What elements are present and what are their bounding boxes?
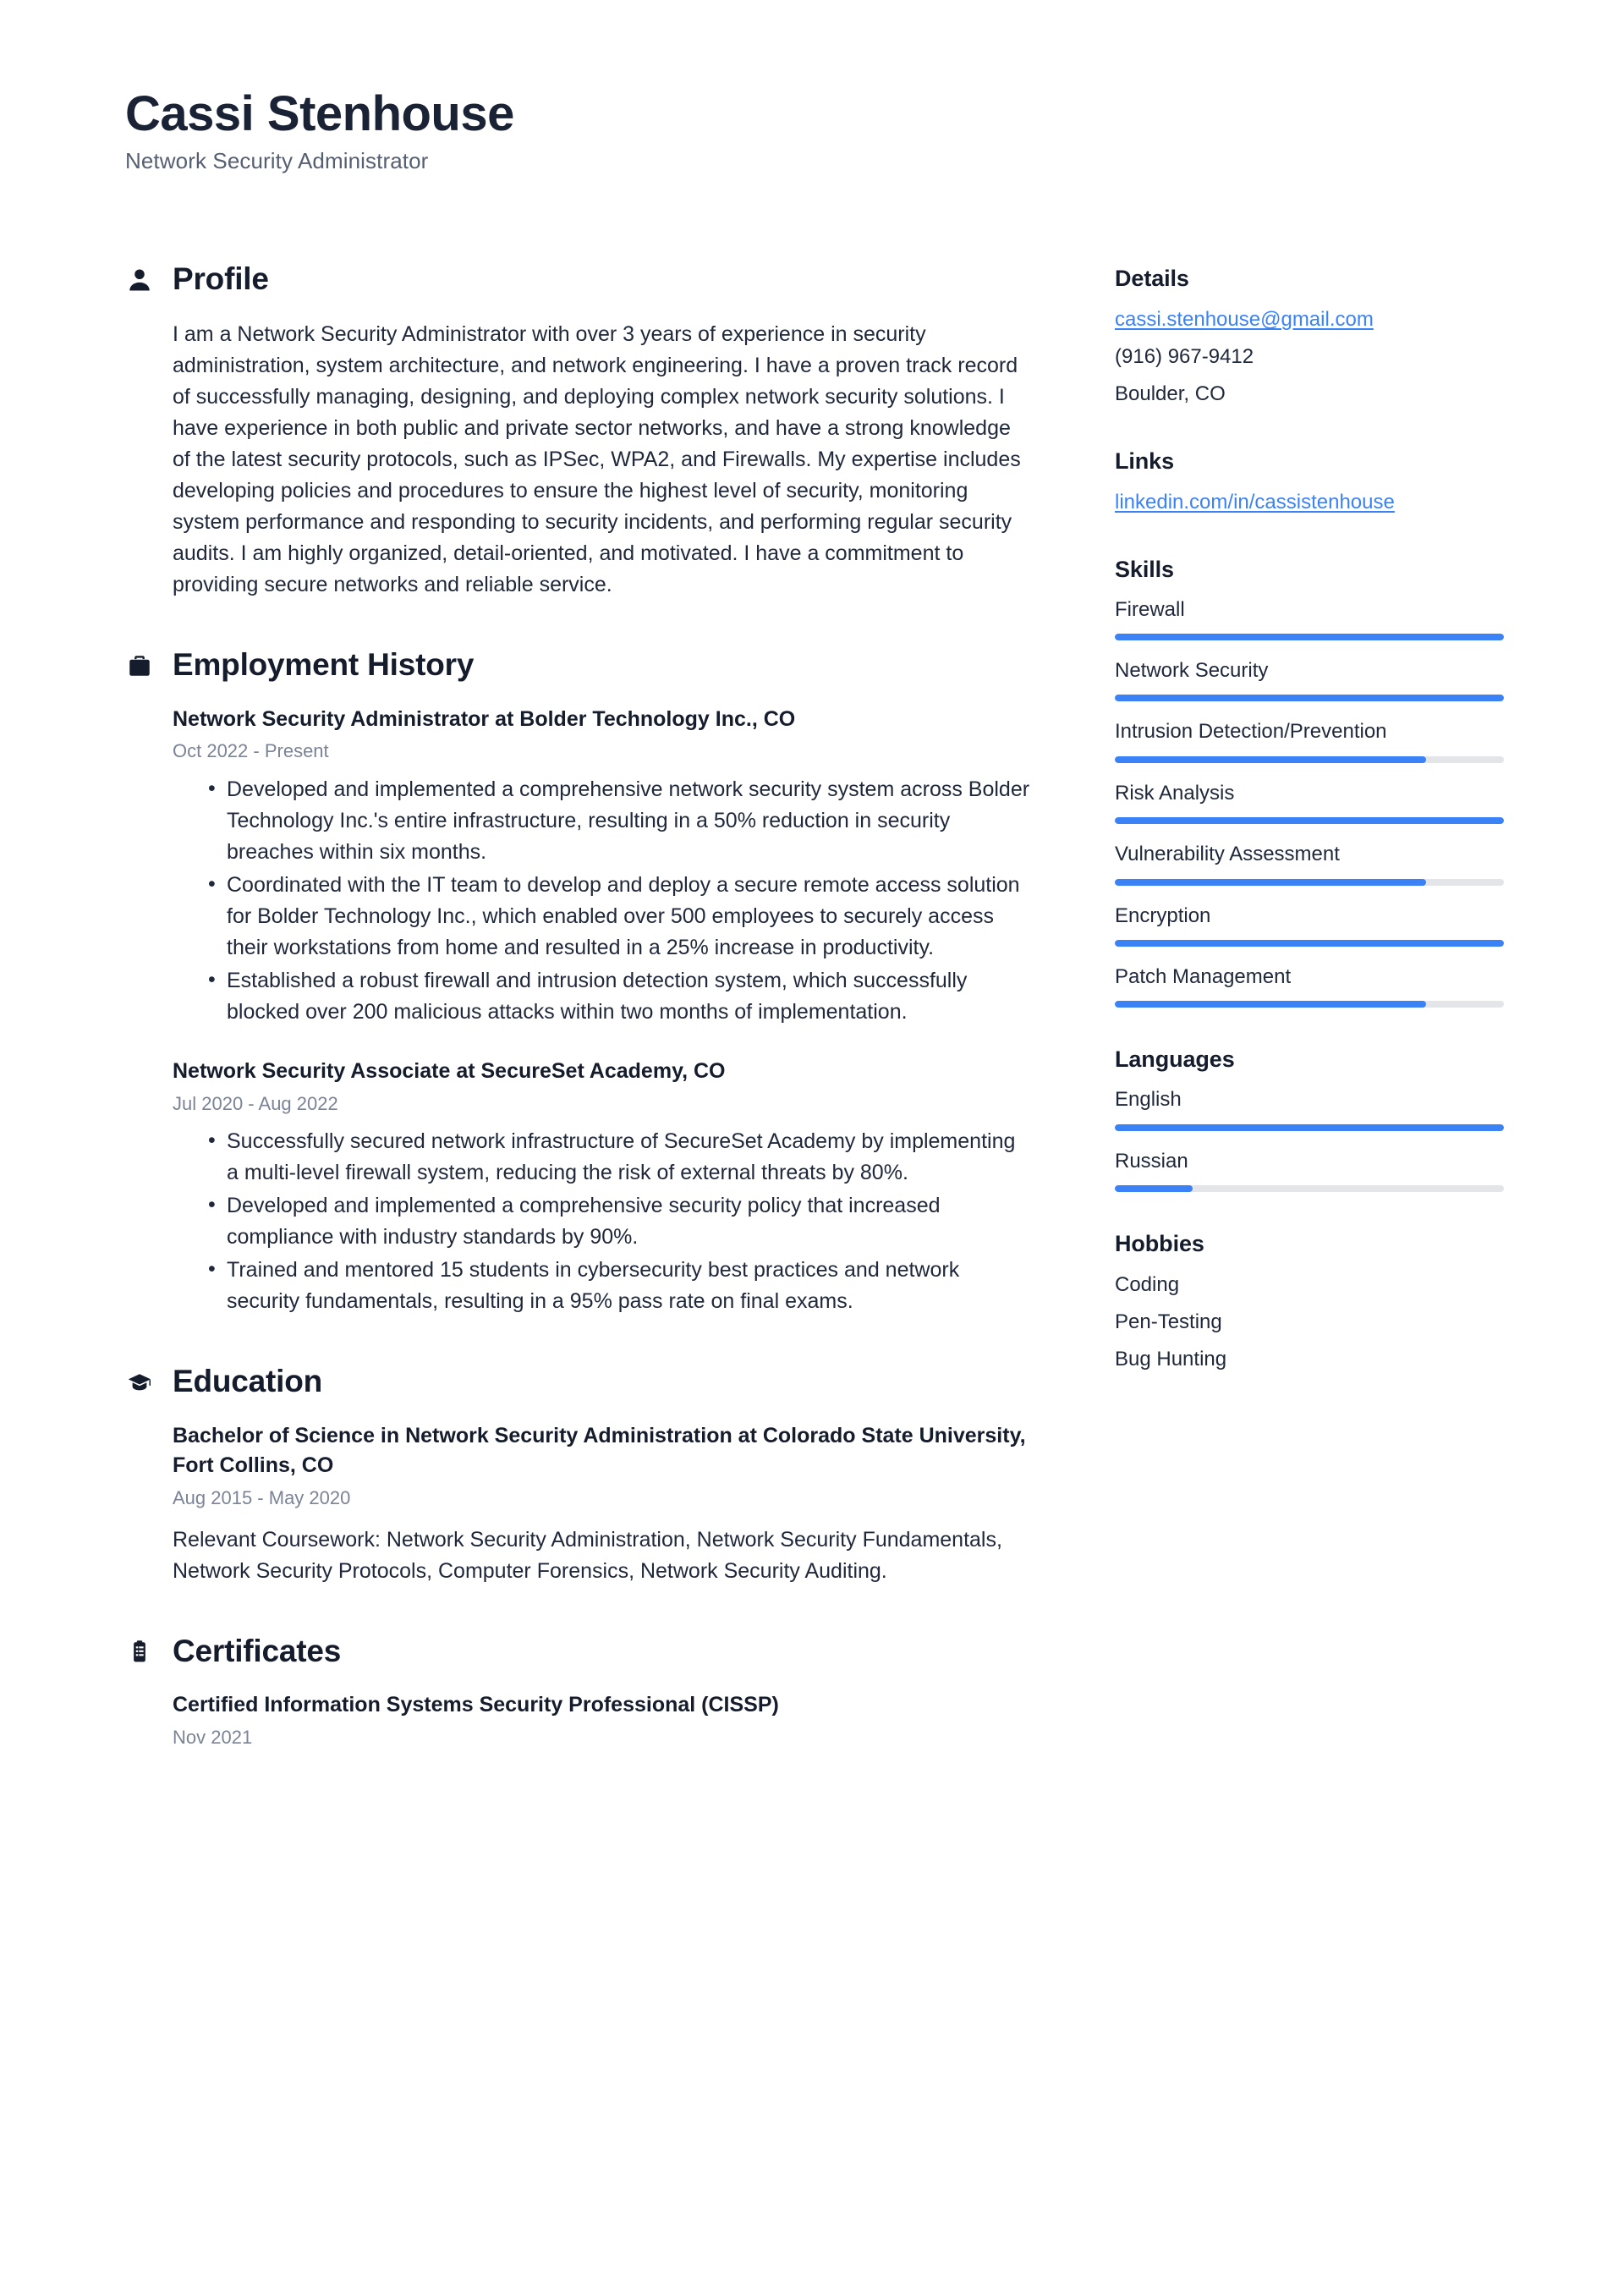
resume-columns [125, 262, 1499, 1797]
skill-meter-fill [1115, 1001, 1426, 1008]
section-title-education: Education [173, 1364, 323, 1399]
hobby-item: Bug Hunting [1115, 1347, 1227, 1370]
hobby-item: Pen-Testing [1115, 1310, 1222, 1333]
language-meter-fill [1115, 1185, 1193, 1192]
section-certificates [125, 1634, 1030, 1750]
skill-meter-track [1115, 940, 1504, 947]
employment-entry [173, 1057, 1030, 1317]
skill-item [1115, 718, 1504, 762]
employment-body [125, 705, 1030, 1317]
resume-header [125, 88, 1499, 174]
certificates-heading [125, 1634, 1030, 1669]
main-column [125, 262, 1030, 1797]
skill-label: Network Security [1115, 659, 1269, 683]
skill-meter-fill [1115, 695, 1504, 701]
skill-label: Vulnerability Assessment [1115, 843, 1340, 866]
skill-item [1115, 596, 1504, 640]
section-title-certificates: Certificates [173, 1633, 342, 1668]
hobby-item: Coding [1115, 1273, 1180, 1297]
employment-heading [125, 648, 1030, 683]
education-entry-date: Aug 2015 - May 2020 [173, 1486, 351, 1508]
language-item [1115, 1086, 1504, 1130]
skill-meter-fill [1115, 634, 1504, 640]
section-title-employment: Employment History [173, 647, 475, 683]
skill-meter-fill [1115, 756, 1426, 763]
user-icon [125, 266, 154, 294]
skill-meter-track [1115, 1001, 1504, 1008]
sidebar-title-details: Details [1115, 266, 1189, 292]
skill-meter-track [1115, 879, 1504, 886]
language-label: English [1115, 1088, 1182, 1112]
sidebar-block-links [1115, 448, 1504, 518]
graduation-cap-icon [125, 1368, 154, 1397]
language-meter-track [1115, 1185, 1504, 1192]
language-meter-fill [1115, 1124, 1504, 1131]
bullet-item: • Trained and mentored 15 students in cybersecurity best practices and network security fundamentals, resulting in a 95% pass rate on final exams. [208, 1255, 1030, 1317]
employment-entry-title: Network Security Administrator at Bolder Technology Inc., CO [173, 706, 796, 731]
education-body [125, 1421, 1030, 1587]
certificate-entry-title: Certified Information Systems Security Professional (CISSP) [173, 1693, 779, 1717]
profile-text: I am a Network Security Administrator with over 3 years of experience in security administration, system architecture, and network engineering. I have a proven track record of successfully managing, designing, and deploying complex network security solutions. I have experience in both public and private sector networks, and have a strong knowledge of the latest security protocols, such as IPSec, WPA2, and Firewalls. My expertise includes developing policies and procedures to ensure the highest level of security, monitoring system performance and responding to security incidents, and performing regular security audits. I am highly organized, detail-oriented, and motivated. I have a commitment to providing secure networks and reliable service. [173, 322, 1021, 597]
skill-label: Intrusion Detection/Prevention [1115, 720, 1387, 744]
section-profile [125, 262, 1030, 601]
sidebar-block-details [1115, 266, 1504, 409]
skill-item [1115, 780, 1504, 824]
education-entry [173, 1421, 1030, 1587]
employment-entry-bullets [173, 774, 1030, 1028]
bullet-item: • Established a robust firewall and intrusion detection system, which successfully blocked over 200 malicious attacks within two months of implementation. [208, 965, 1030, 1028]
skill-label: Firewall [1115, 597, 1185, 621]
skill-item [1115, 903, 1504, 947]
clipboard-list-icon [125, 1637, 154, 1666]
sidebar-block-languages [1115, 1046, 1504, 1192]
location-text: Boulder, CO [1115, 382, 1226, 406]
profile-heading [125, 262, 1030, 297]
education-heading [125, 1365, 1030, 1399]
linkedin-link[interactable]: linkedin.com/in/cassistenhouse [1115, 490, 1395, 514]
skill-meter-track [1115, 695, 1504, 701]
skill-meter-fill [1115, 940, 1504, 947]
employment-entry-title: Network Security Associate at SecureSet Academy, CO [173, 1059, 726, 1084]
skill-label: Risk Analysis [1115, 781, 1235, 805]
skill-item [1115, 657, 1504, 701]
skill-meter-track [1115, 756, 1504, 763]
bullet-item: • Developed and implemented a comprehensive network security system across Bolder Technology Inc.'s entire infrastructure, resulting in a 50% reduction in security breaches within six months. [208, 774, 1030, 868]
sidebar-title-languages: Languages [1115, 1046, 1235, 1073]
phone-number: (916) 967-9412 [1115, 345, 1254, 369]
sidebar [1115, 262, 1504, 1413]
sidebar-title-hobbies: Hobbies [1115, 1231, 1204, 1257]
employment-entry-bullets [173, 1126, 1030, 1317]
certificate-entry-date: Nov 2021 [173, 1726, 253, 1748]
bullet-item: • Coordinated with the IT team to develop and deploy a secure remote access solution for Bolder Technology Inc., which enabled over 500 employees to securely access their workstations from home and resulted in a 25% increase in productivity. [208, 870, 1030, 964]
skill-meter-fill [1115, 817, 1504, 824]
candidate-job-title: Network Security Administrator [125, 148, 429, 174]
skill-label: Patch Management [1115, 965, 1292, 988]
skill-label: Encryption [1115, 904, 1211, 927]
sidebar-title-links: Links [1115, 448, 1175, 474]
briefcase-icon [125, 651, 154, 680]
skill-meter-track [1115, 817, 1504, 824]
section-title-profile: Profile [173, 261, 269, 297]
language-item [1115, 1148, 1504, 1192]
education-entry-title: Bachelor of Science in Network Security Administration at Colorado State University, Fort Collins, CO [173, 1423, 1026, 1478]
profile-body [125, 319, 1030, 601]
bullet-item: • Successfully secured network infrastructure of SecureSet Academy by implementing a multi-level firewall system, reducing the risk of external threats by 80%. [208, 1126, 1030, 1189]
section-employment [125, 648, 1030, 1317]
sidebar-block-hobbies [1115, 1231, 1504, 1374]
certificates-body [125, 1690, 1030, 1749]
employment-entry-date: Oct 2022 - Present [173, 740, 329, 762]
skill-item [1115, 841, 1504, 885]
section-education [125, 1365, 1030, 1586]
education-entry-description: Relevant Coursework: Network Security Administration, Network Security Fundamentals, Network Security Protocols, Computer Forensics, Network Security Auditing. [173, 1527, 1002, 1583]
sidebar-block-skills [1115, 557, 1504, 1008]
email-link[interactable]: cassi.stenhouse@gmail.com [1115, 308, 1374, 332]
bullet-item: • Developed and implemented a comprehensive security policy that increased compliance with industry standards by 90%. [208, 1190, 1030, 1253]
employment-entry-date: Jul 2020 - Aug 2022 [173, 1092, 338, 1114]
language-meter-track [1115, 1124, 1504, 1131]
skill-item [1115, 964, 1504, 1008]
skill-meter-track [1115, 634, 1504, 640]
candidate-name: Cassi Stenhouse [125, 86, 514, 141]
employment-entry [173, 705, 1030, 1028]
certificate-entry [173, 1690, 1030, 1749]
skill-meter-fill [1115, 879, 1426, 886]
sidebar-title-skills: Skills [1115, 556, 1174, 582]
language-label: Russian [1115, 1149, 1188, 1173]
